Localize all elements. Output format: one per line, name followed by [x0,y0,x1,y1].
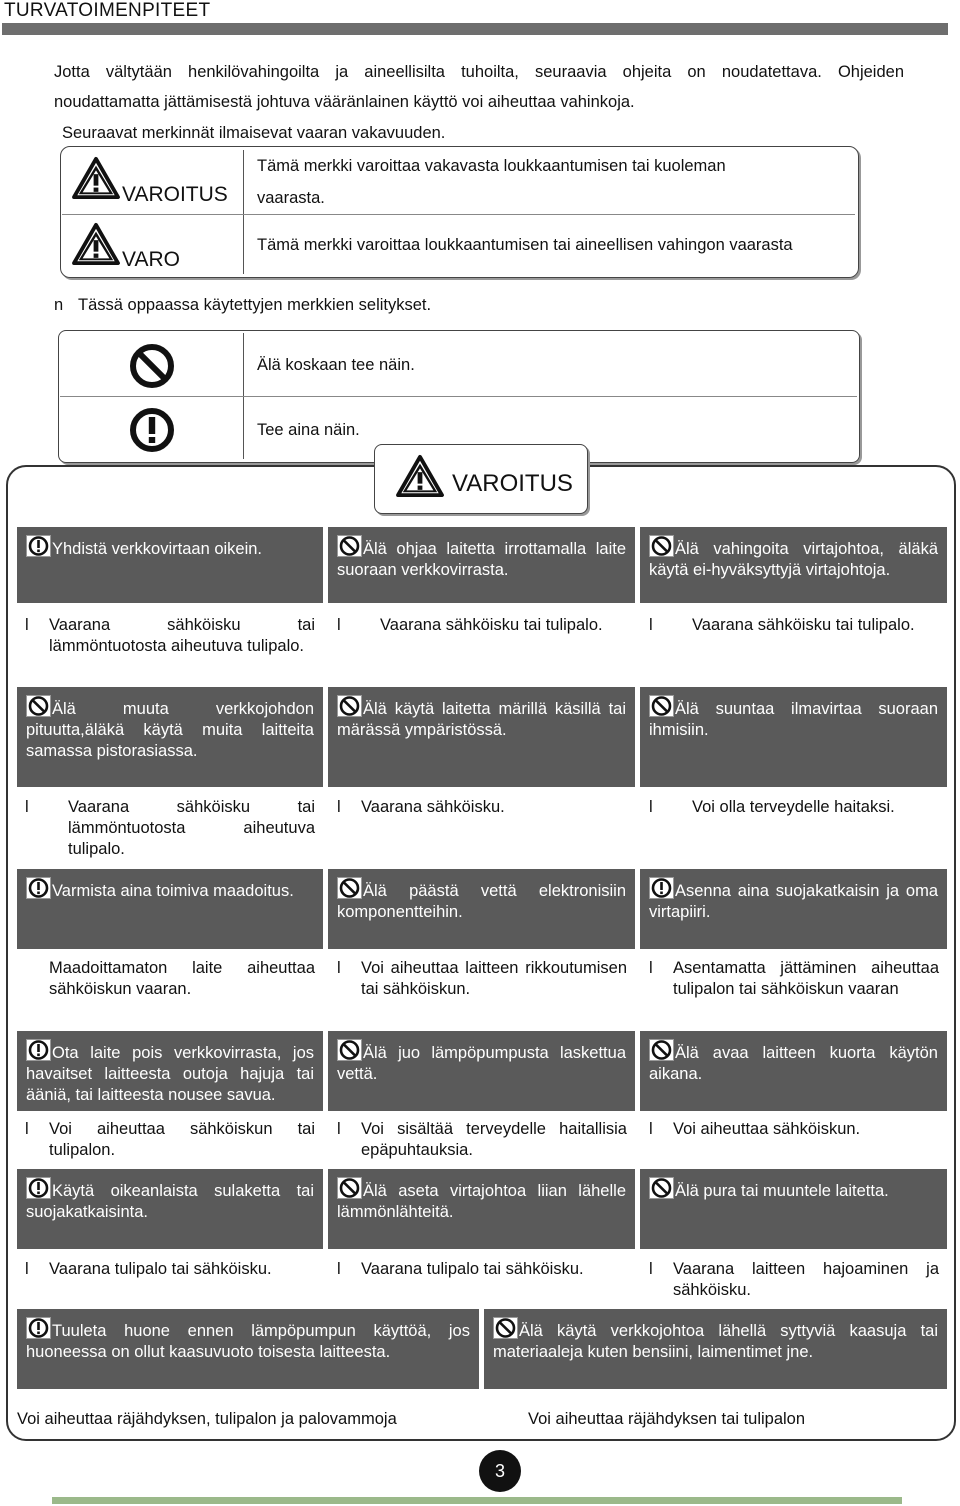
mandatory-icon [26,1039,51,1061]
prohibition-icon [649,1177,674,1199]
prohibition-icon [649,695,674,717]
warning-panel-14 [328,1169,635,1249]
warning-panel-10 [17,1031,323,1111]
panel-text: Asenna aina suojakatkaisin ja oma virtapiiri. [649,882,938,921]
warning-panel-6 [640,687,947,787]
levels-divider [243,150,244,274]
consequence-13: l Vaarana tulipalo tai sähköisku. [25,1260,272,1278]
consequence-4: l Vaarana sähköisku tai lämmöntuotosta aiheutuva tulipalo. [25,798,315,858]
page-number: 3 [479,1450,521,1492]
consequence-2: l Vaarana sähköisku tai tulipalo. [337,616,603,634]
panel-text: Älä käytä verkkojohtoa lähellä syttyviä kaasuja tai materiaaleja kuten bensiini, laimentimet jne. [493,1322,938,1361]
mandatory-icon [26,1317,51,1339]
intro-line-1: Jotta vältytään henkilövahingoilta ja aineellisilta tuhoilta, seuraavia ohjeita on noudatettava. Ohjeiden [54,63,904,81]
warning-panel-11 [328,1031,635,1111]
panel-text: Varmista aina toimiva maadoitus. [52,882,294,900]
warning-triangle-icon [396,454,444,498]
warning-panel-8 [328,869,635,949]
panel-text: Yhdistä verkkovirtaan oikein. [52,540,263,558]
title-bar [2,23,948,35]
panel-text: Älä pura tai muuntele laitetta. [675,1182,889,1200]
consequence-12: l Voi aiheuttaa sähköiskun. [649,1120,861,1138]
warning-panel-9 [640,869,947,949]
panel-text: Älä ohjaa laitetta irrottamalla laite suoraan verkkovirrasta. [337,540,626,579]
warning-panel-15 [640,1169,947,1249]
prohibition-icon [649,535,674,557]
prohibition-icon [26,695,51,717]
prohibition-icon [649,1039,674,1061]
panel-text: Älä aseta virtajohtoa liian lähelle lämmönlähteitä. [337,1182,626,1221]
level-desc-caution: Tämä merkki varoittaa loukkaantumisen tai aineellisen vahingon vaarasta [257,236,793,254]
consequence-17: Voi aiheuttaa räjähdyksen tai tulipalon [528,1410,806,1428]
prohibition-icon [126,341,178,391]
consequence-15: l Vaarana laitteen hajoaminen ja sähköisku. [649,1260,939,1299]
panel-text: Älä avaa laitteen kuorta käytön aikana. [649,1044,938,1083]
prohibition-icon [337,877,362,899]
mandatory-icon [126,405,178,455]
prohibition-icon [493,1317,518,1339]
warning-panel-12 [640,1031,947,1111]
levels-row-divider [62,214,855,215]
panel-text: Älä suuntaa ilmavirtaa suoraan ihmisiin. [649,700,938,739]
consequence-1: l Vaarana sähköisku tai lämmöntuotosta aiheutuva tulipalo. [25,616,315,655]
warning-panel-13 [17,1169,323,1249]
warning-panel-4 [17,687,323,787]
mandatory-icon [26,535,51,557]
warning-section-title: VAROITUS [452,470,573,497]
prohibition-icon [337,695,362,717]
page-title: TURVATOIMENPITEET [4,0,211,21]
level-label-caution: VARO [122,248,180,271]
warning-panel-7 [17,869,323,949]
warning-triangle-icon [72,156,120,200]
intro-line-2: noudattamatta jättämisestä johtuva vääränlainen käyttö voi aiheuttaa vahinkoja. [54,93,635,111]
consequence-16: Voi aiheuttaa räjähdyksen, tulipalon ja palovammoja [17,1410,397,1428]
consequence-5: l Vaarana sähköisku. [337,798,505,816]
mandatory-icon [26,1177,51,1199]
warning-panel-2 [328,527,635,603]
consequence-3: l Vaarana sähköisku tai tulipalo. [649,616,915,634]
panel-text: Älä päästä vettä elektronisiin komponentteihin. [337,882,626,921]
mandatory-icon [26,877,51,899]
level-desc-warning-2: vaarasta. [257,189,325,207]
panel-text: Älä käytä laitetta märillä käsillä tai märässä ympäristössä. [337,700,626,739]
consequence-7: Maadoittamaton laite aiheuttaa sähköiskun vaaran. [49,959,315,998]
panel-text: Käytä oikeanlaista sulaketta tai suojakatkaisinta. [26,1182,314,1221]
prohibition-icon [337,1177,362,1199]
consequence-14: l Vaarana tulipalo tai sähköisku. [337,1260,584,1278]
consequence-6: l Voi olla terveydelle haitaksi. [649,798,895,816]
panel-text: Älä muuta verkkojohdon pituutta,äläkä käytä muita laitteita samassa pistorasiassa. [26,700,314,760]
consequence-9: l Asentamatta jättäminen aiheuttaa tulipalon tai sähköiskun vaaran [649,959,939,998]
warning-panel-5 [328,687,635,787]
consequence-8: l Voi aiheuttaa laitteen rikkoutumisen tai sähköiskun. [337,959,627,998]
warning-panel-16 [17,1309,479,1389]
legend-bullet: n [54,296,64,314]
panel-text: Tuuleta huone ennen lämpöpumpun käyttöä, jos huoneessa on ollut kaasuvuoto toisesta laitteesta. [26,1322,470,1361]
panel-text: Älä vahingoita virtajohtoa, äläkä käytä ei-hyväksyttyjä virtajohtoja. [649,540,938,579]
warning-panel-1 [17,527,323,603]
legend-row-divider [60,396,857,397]
footer-bar [52,1497,902,1504]
prohibition-icon [337,1039,362,1061]
legend-text-mandatory: Tee aina näin. [257,421,360,439]
panel-text: Ota laite pois verkkovirrasta, jos havaitset laitteesta outoja hajuja tai ääniä, tai laitteesta nousee savua. [26,1044,314,1104]
warning-panel-3 [640,527,947,603]
legend-heading: Tässä oppaassa käytettyjen merkkien selitykset. [78,296,432,314]
intro-line-3: Seuraavat merkinnät ilmaisevat vaaran vakavuuden. [62,124,446,142]
prohibition-icon [337,535,362,557]
mandatory-icon [649,877,674,899]
level-desc-warning-1: Tämä merkki varoittaa vakavasta loukkaantumisen tai kuoleman [257,157,726,175]
warning-panel-17 [484,1309,947,1389]
level-label-warning: VAROITUS [122,183,228,206]
consequence-10: l Voi aiheuttaa sähköiskun tai tulipalon. [25,1120,315,1159]
panel-text: Älä juo lämpöpumpusta laskettua vettä. [337,1044,626,1083]
caution-triangle-icon [72,222,120,266]
legend-text-prohibition: Älä koskaan tee näin. [257,356,415,374]
consequence-11: l Voi sisältää terveydelle haitallisia epäpuhtauksia. [337,1120,627,1159]
